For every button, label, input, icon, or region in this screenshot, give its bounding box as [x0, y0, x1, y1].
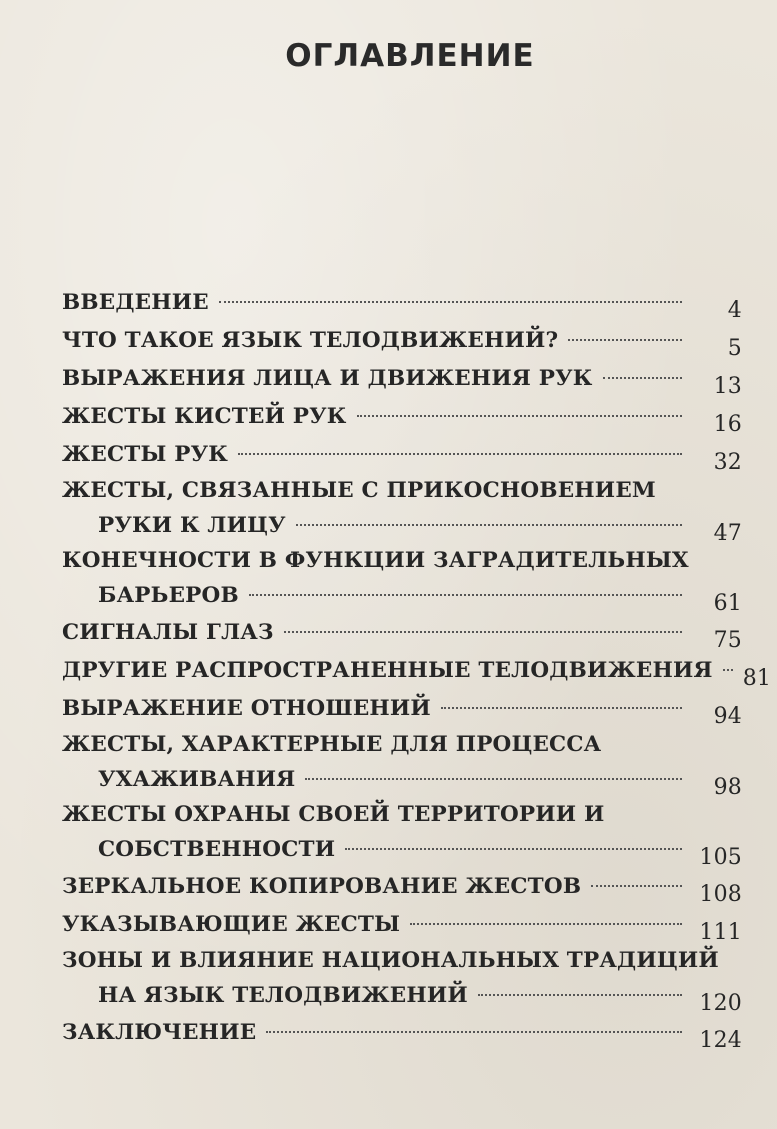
- toc-entry-line: [62, 284, 742, 322]
- toc-entry-line: [62, 690, 742, 728]
- toc-entry-line: [62, 474, 742, 508]
- toc-page-number: 111: [699, 920, 742, 945]
- dot-leader: [296, 524, 682, 526]
- toc-entry-line: [62, 906, 742, 944]
- dot-leader: [478, 994, 682, 996]
- toc-page-number: 16: [713, 412, 742, 437]
- toc-entry-title: ЗОНЫ И ВЛИЯНИЕ НАЦИОНАЛЬНЫХ ТРАДИЦИЙ: [62, 948, 719, 973]
- toc-entry[interactable]: [62, 652, 772, 691]
- dot-leader: [305, 778, 682, 780]
- toc-entry-title: ВЫРАЖЕНИЯ ЛИЦА И ДВИЖЕНИЯ РУК: [62, 366, 593, 391]
- dot-leader: [591, 885, 682, 887]
- toc-entry-line: [62, 508, 742, 544]
- toc-entry[interactable]: [62, 1014, 742, 1052]
- dot-leader: [219, 301, 682, 303]
- toc-entry[interactable]: [62, 284, 742, 322]
- toc-entry-line: [62, 398, 742, 436]
- toc-entry-line: [62, 614, 742, 652]
- toc-entry-title: ЖЕСТЫ, ХАРАКТЕРНЫЕ ДЛЯ ПРОЦЕССА: [62, 732, 602, 757]
- toc-page-number: 47: [713, 521, 742, 546]
- toc-page-number: 61: [713, 591, 742, 616]
- toc-entry-line: [62, 544, 742, 578]
- toc-entry-title: ДРУГИЕ РАСПРОСТРАНЕННЫЕ ТЕЛОДВИЖЕНИЯ: [62, 658, 713, 683]
- toc-entry[interactable]: [62, 544, 742, 614]
- toc-entry-line: [62, 762, 742, 798]
- toc-entry-title: УКАЗЫВАЮЩИЕ ЖЕСТЫ: [62, 912, 401, 937]
- toc-entry-title: ЗЕРКАЛЬНОЕ КОПИРОВАНИЕ ЖЕСТОВ: [62, 874, 582, 899]
- dot-leader: [357, 415, 682, 417]
- toc-entry[interactable]: [62, 944, 742, 1014]
- toc-page-number: 94: [713, 704, 742, 729]
- toc-entry-title: КОНЕЧНОСТИ В ФУНКЦИИ ЗАГРАДИТЕЛЬНЫХ: [62, 548, 689, 573]
- toc-entry-line: [62, 436, 742, 474]
- toc-entry[interactable]: [62, 614, 742, 652]
- toc-entry-line: [62, 322, 742, 360]
- toc-page-number: 13: [713, 374, 742, 399]
- dot-leader: [410, 923, 682, 925]
- toc-entry[interactable]: [62, 398, 742, 436]
- toc-entry-line: [62, 728, 742, 762]
- toc-entry-title-continued: БАРЬЕРОВ: [98, 583, 239, 608]
- page-title: ОГЛАВЛЕНИЕ: [285, 38, 535, 74]
- dot-leader: [284, 631, 682, 633]
- toc-entry-title: ЖЕСТЫ КИСТЕЙ РУК: [62, 404, 347, 429]
- dot-leader: [249, 594, 682, 596]
- toc-entry[interactable]: [62, 436, 742, 474]
- toc-entry[interactable]: [62, 798, 742, 868]
- toc-entry-title: СИГНАЛЫ ГЛАЗ: [62, 620, 274, 645]
- toc-page-number: 105: [699, 845, 742, 870]
- toc-entry[interactable]: [62, 474, 742, 544]
- toc-entry-line: [62, 944, 742, 978]
- toc-entry-title: ЖЕСТЫ ОХРАНЫ СВОЕЙ ТЕРРИТОРИИ И: [62, 802, 605, 827]
- toc-entry-title: ЗАКЛЮЧЕНИЕ: [62, 1020, 257, 1045]
- toc-page-number: 108: [699, 882, 742, 907]
- toc-page-number: 98: [713, 775, 742, 800]
- toc-entry-line: [62, 832, 742, 868]
- toc-entry-line: [62, 360, 742, 398]
- toc-page-number: 75: [713, 628, 742, 653]
- toc-entry-title: ВЫРАЖЕНИЕ ОТНОШЕНИЙ: [62, 696, 431, 721]
- toc-entry[interactable]: [62, 906, 742, 944]
- toc-entry-title: ЧТО ТАКОЕ ЯЗЫК ТЕЛОДВИЖЕНИЙ?: [62, 328, 559, 353]
- toc-page-number: 81: [742, 666, 772, 691]
- toc-entry-line: [62, 798, 742, 832]
- toc-page-number: 124: [699, 1028, 742, 1053]
- toc-entry-title: ВВЕДЕНИЕ: [62, 290, 209, 315]
- toc-entry[interactable]: [62, 868, 742, 906]
- dot-leader: [723, 669, 733, 671]
- toc-entry-title-continued: УХАЖИВАНИЯ: [98, 767, 296, 792]
- dot-leader: [238, 453, 682, 455]
- dot-leader: [603, 377, 683, 379]
- toc-entry-line: [62, 1014, 742, 1052]
- toc-page-number: 4: [727, 298, 742, 323]
- toc-entry-line: [62, 578, 742, 614]
- toc-entry-title-continued: СОБСТВЕННОСТИ: [98, 837, 336, 862]
- dot-leader: [441, 707, 682, 709]
- toc-entry-line: [62, 978, 742, 1014]
- toc-page-number: 32: [713, 450, 742, 475]
- dot-leader: [266, 1031, 682, 1033]
- toc-entry-title-continued: РУКИ К ЛИЦУ: [98, 513, 286, 538]
- toc-entry-line: [62, 652, 772, 691]
- toc-page-number: 120: [699, 991, 742, 1016]
- toc-entry-title: ЖЕСТЫ РУК: [62, 442, 228, 467]
- toc-entry-title-continued: НА ЯЗЫК ТЕЛОДВИЖЕНИЙ: [98, 983, 468, 1008]
- toc-entry-title: ЖЕСТЫ, СВЯЗАННЫЕ С ПРИКОСНОВЕНИЕМ: [62, 478, 656, 503]
- toc-entry[interactable]: [62, 322, 742, 360]
- table-of-contents: [62, 284, 772, 1053]
- toc-page-number: 5: [727, 336, 742, 361]
- dot-leader: [345, 848, 682, 850]
- toc-entry-line: [62, 868, 742, 906]
- toc-entry[interactable]: [62, 690, 742, 728]
- dot-leader: [568, 339, 682, 341]
- toc-entry[interactable]: [62, 360, 742, 398]
- toc-entry[interactable]: [62, 728, 742, 798]
